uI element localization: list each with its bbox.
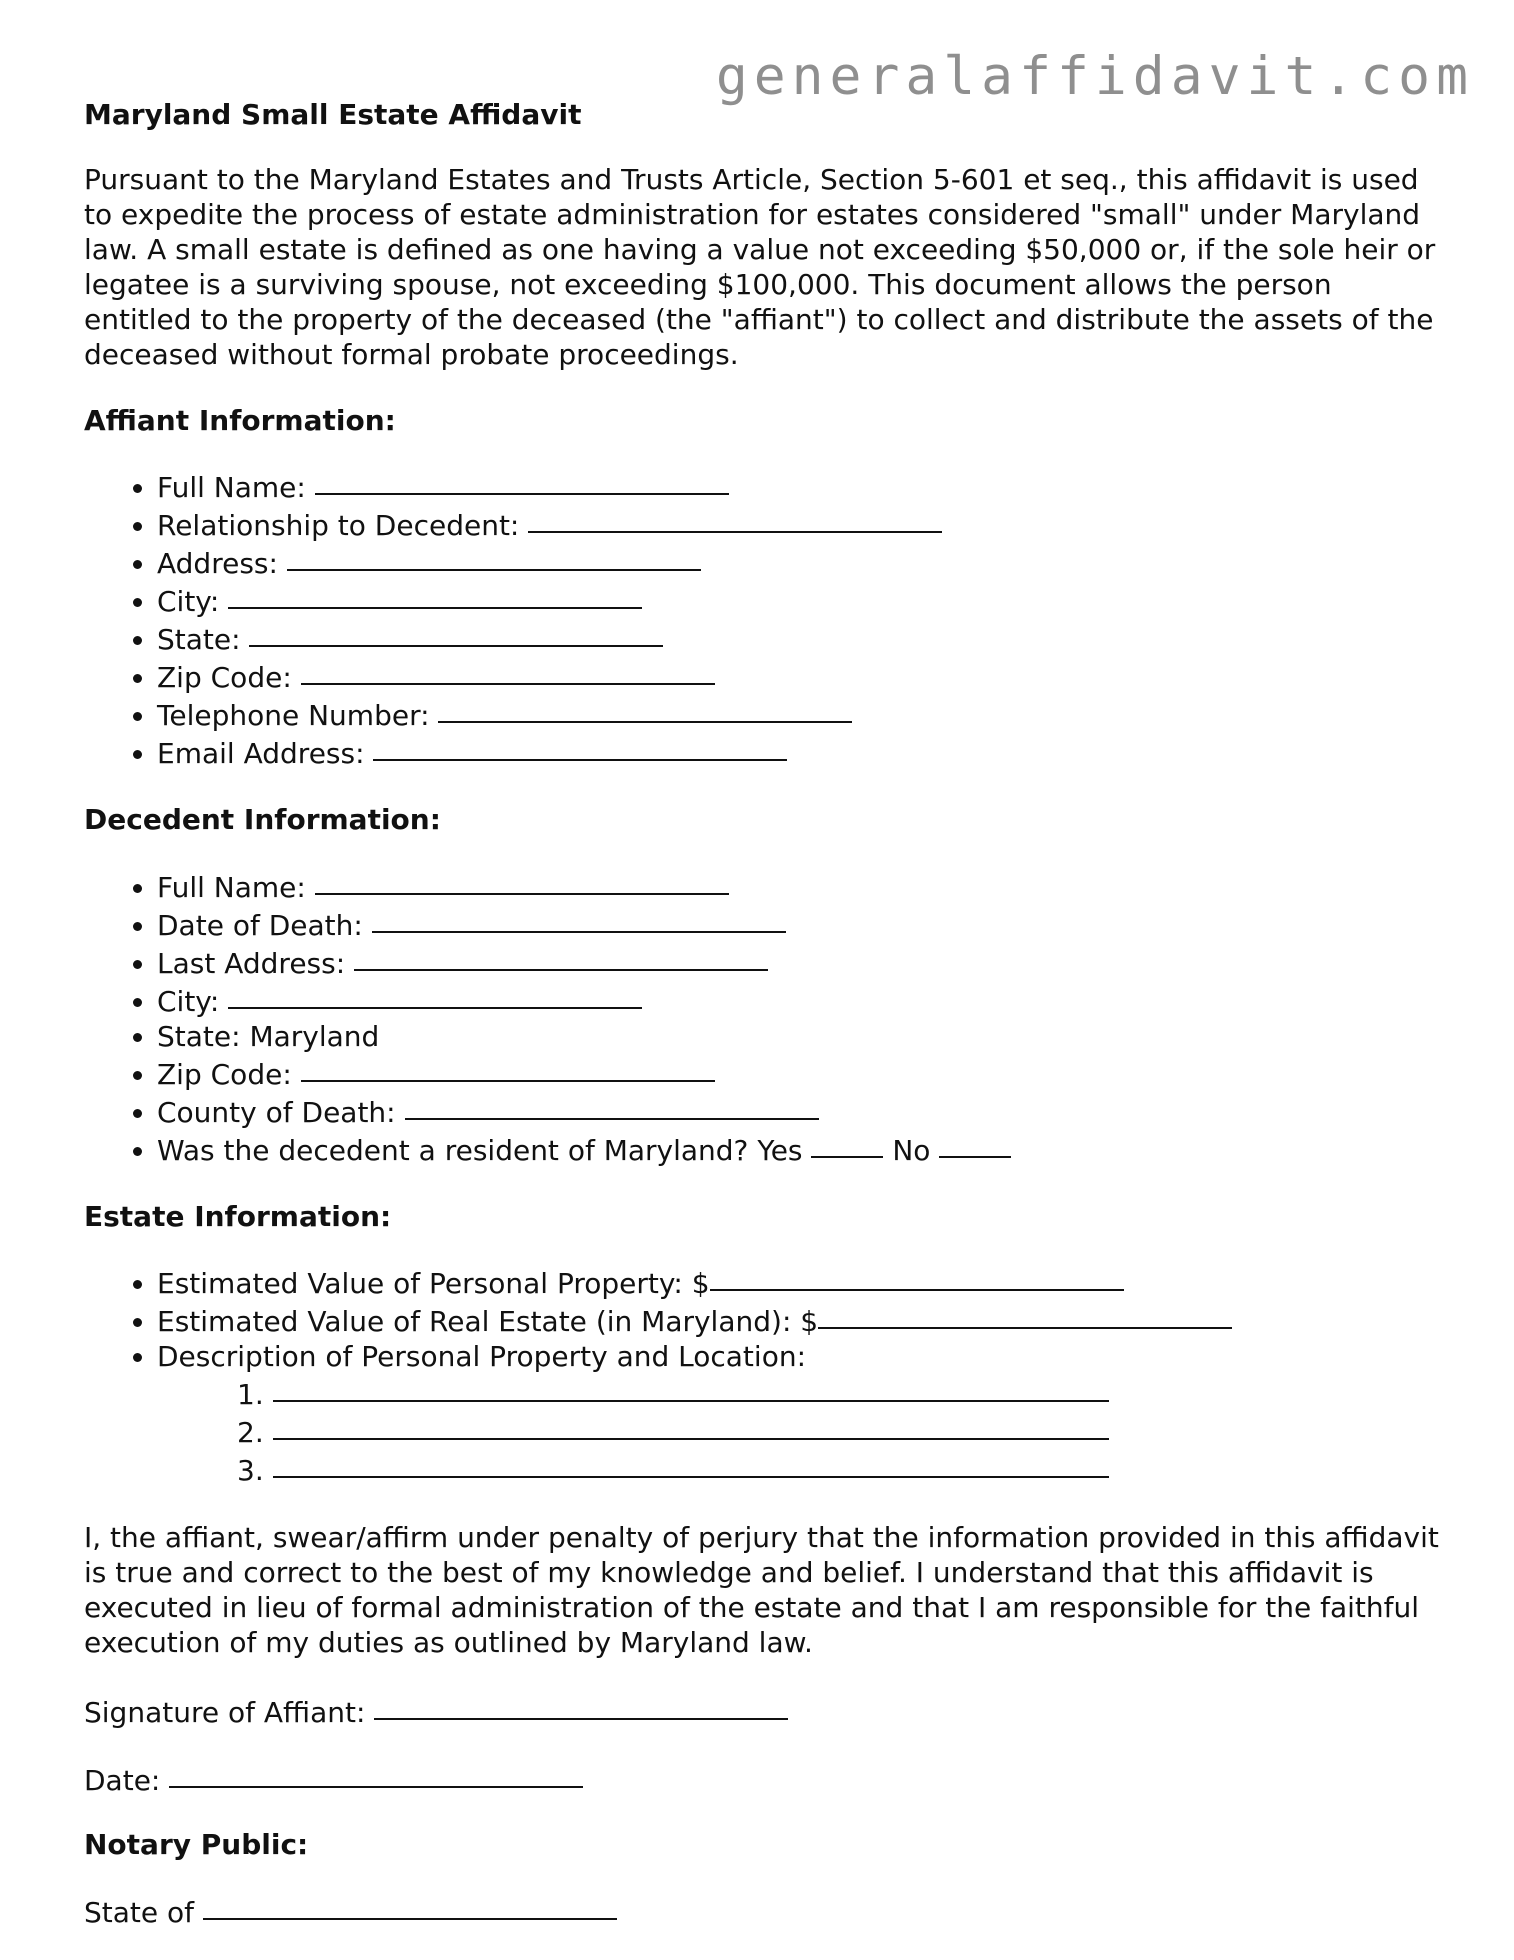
affiant-fields [84, 467, 1444, 771]
affiant-zip-field [157, 657, 1444, 695]
affiant-state-label: State: [157, 623, 241, 657]
affiant-full-name-blank[interactable] [315, 465, 729, 495]
decedent-city-blank[interactable] [228, 979, 642, 1009]
affiant-address-label: Address: [157, 547, 278, 581]
affiant-state-blank[interactable] [249, 617, 663, 647]
date-label: Date: [84, 1764, 161, 1798]
personal-property-value-blank[interactable] [710, 1261, 1124, 1291]
decedent-full-name-blank[interactable] [315, 865, 729, 895]
affidavit-document [84, 98, 1444, 1960]
date-blank[interactable] [169, 1758, 583, 1788]
decedent-resident-question: Was the decedent a resident of Maryland? Yes [157, 1133, 803, 1167]
real-estate-value-label: Estimated Value of Real Estate (in Maryland): $ [157, 1305, 819, 1339]
affiant-zip-label: Zip Code: [157, 661, 292, 695]
affiant-relationship-blank[interactable] [528, 503, 942, 533]
resident-no-blank[interactable] [939, 1128, 1011, 1158]
decedent-full-name-label: Full Name: [157, 870, 306, 904]
personal-property-value-label: Estimated Value of Personal Property: $ [157, 1267, 710, 1301]
affirmation-statement: I, the affiant, swear/affirm under penalty of perjury that the information provided in this affidavit is true and correct to the best of my knowledge and belief. I understand that this affidavit is executed in lieu of formal administration of the estate and that I am responsible for the faithful execution of my duties as outlined by Maryland law. [84, 1521, 1439, 1660]
decedent-heading: Decedent Information: [84, 803, 441, 837]
decedent-zip-field [157, 1054, 1444, 1092]
affiant-email-label: Email Address: [157, 737, 365, 771]
decedent-city-field [157, 981, 1444, 1019]
affiant-zip-blank[interactable] [301, 655, 715, 685]
affiant-telephone-blank[interactable] [438, 693, 852, 723]
decedent-last-address-field [157, 943, 1444, 981]
signature-field [84, 1692, 1444, 1730]
affiant-email-blank[interactable] [373, 731, 787, 761]
affiant-relationship-field [157, 505, 1444, 543]
decedent-fields [84, 867, 1444, 1168]
affiant-address-blank[interactable] [287, 541, 701, 571]
document-title: Maryland Small Estate Affidavit [84, 98, 582, 131]
notary-state-label: State of [84, 1895, 195, 1929]
affiant-city-field [157, 581, 1444, 619]
affiant-city-blank[interactable] [228, 579, 642, 609]
decedent-resident-no-label: No [892, 1133, 931, 1167]
notary-heading: Notary Public: [84, 1828, 309, 1862]
decedent-date-of-death-field [157, 905, 1444, 943]
affiant-email-field [157, 733, 1444, 771]
property-description-item [237, 1374, 1444, 1412]
item-number: 3. [237, 1454, 264, 1488]
affiant-full-name-label: Full Name: [157, 471, 306, 505]
real-estate-value-blank[interactable] [818, 1299, 1232, 1329]
personal-property-value-field [157, 1263, 1444, 1301]
affiant-telephone-field [157, 695, 1444, 733]
resident-yes-blank[interactable] [811, 1128, 883, 1158]
watermark: generalaffidavit.com [715, 46, 1474, 107]
decedent-last-address-label: Last Address: [157, 946, 346, 980]
affiant-relationship-label: Relationship to Decedent: [157, 509, 520, 543]
property-description-blank-2[interactable] [273, 1410, 1109, 1440]
decedent-county-field [157, 1092, 1444, 1130]
property-description-label: Description of Personal Property and Location: [157, 1340, 807, 1374]
signature-label: Signature of Affiant: [84, 1696, 366, 1730]
affiant-state-field [157, 619, 1444, 657]
item-number: 1. [237, 1378, 264, 1412]
decedent-county-label: County of Death: [157, 1095, 396, 1129]
intro-paragraph: Pursuant to the Maryland Estates and Trusts Article, Section 5-601 et seq., this affidavit is used to expedite the process of estate administration for estates considered "small" under Maryland law. A small estate is defined as one having a value not exceeding $50,000 or, if the sole heir or legatee is a surviving spouse, not exceeding $100,000. This document allows the person entitled to the property of the deceased (the "affiant") to collect and distribute the assets of the deceased without formal probate proceedings. [84, 162, 1436, 371]
real-estate-value-field [157, 1301, 1444, 1339]
affiant-city-label: City: [157, 585, 220, 619]
signature-blank[interactable] [374, 1690, 788, 1720]
decedent-city-label: City: [157, 984, 220, 1018]
estate-heading: Estate Information: [84, 1199, 392, 1233]
affiant-telephone-label: Telephone Number: [157, 699, 430, 733]
decedent-state-field [157, 1019, 1444, 1054]
notary-state-field [84, 1892, 1444, 1930]
notary-state-blank[interactable] [203, 1890, 617, 1920]
decedent-resident-field [157, 1130, 1444, 1168]
affiant-full-name-field [157, 467, 1444, 505]
affiant-address-field [157, 543, 1444, 581]
estate-fields [84, 1263, 1444, 1488]
decedent-full-name-field [157, 867, 1444, 905]
decedent-state-label: State: Maryland [157, 1019, 380, 1053]
decedent-date-of-death-label: Date of Death: [157, 908, 363, 942]
property-description-blank-1[interactable] [273, 1372, 1109, 1402]
property-description-field [157, 1339, 1444, 1488]
property-description-item [237, 1450, 1444, 1488]
affiant-heading: Affiant Information: [84, 403, 396, 437]
property-description-item [237, 1412, 1444, 1450]
item-number: 2. [237, 1416, 264, 1450]
property-description-list [157, 1374, 1444, 1488]
decedent-last-address-blank[interactable] [354, 941, 768, 971]
date-field [84, 1760, 1444, 1798]
decedent-zip-label: Zip Code: [157, 1057, 292, 1091]
decedent-date-of-death-blank[interactable] [372, 903, 786, 933]
decedent-county-blank[interactable] [405, 1090, 819, 1120]
decedent-zip-blank[interactable] [301, 1052, 715, 1082]
property-description-blank-3[interactable] [273, 1448, 1109, 1478]
